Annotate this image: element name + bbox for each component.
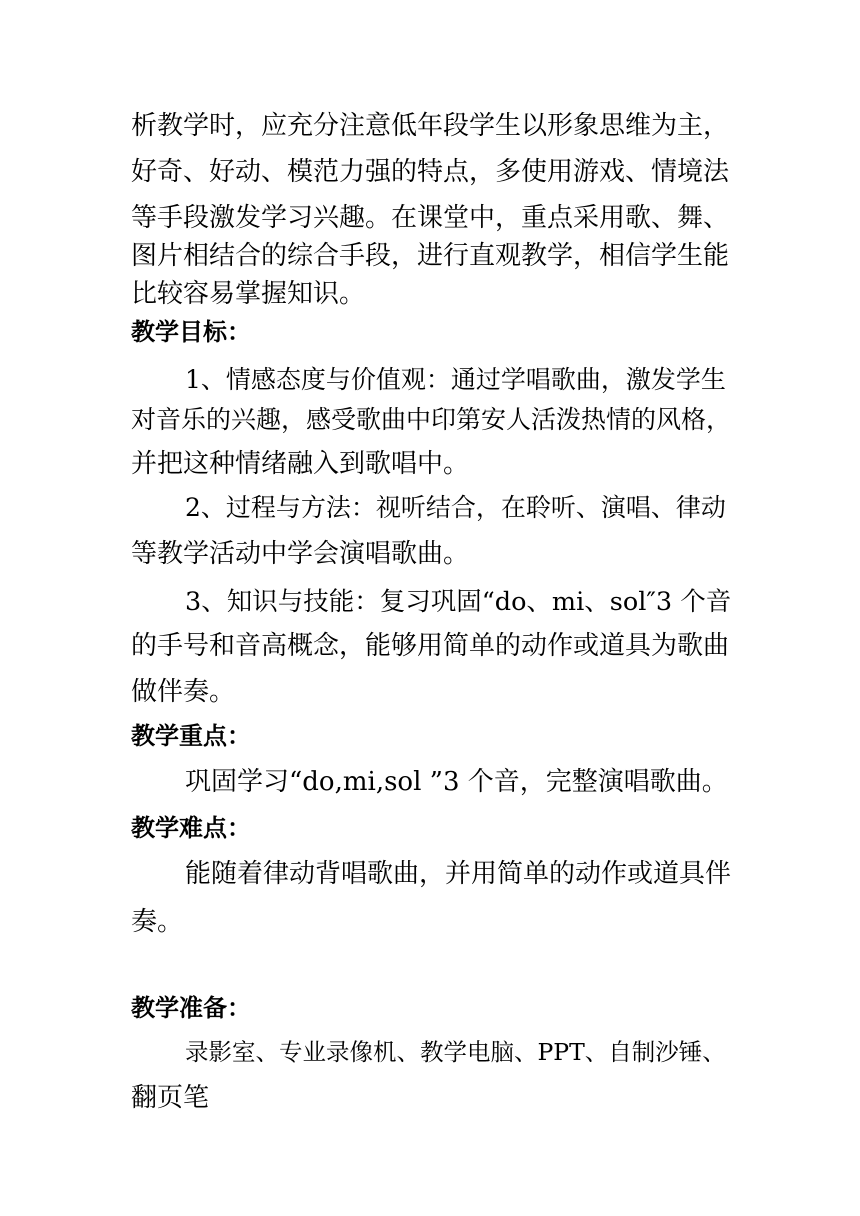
analysis-line-5: 比较容易掌握知识。: [131, 279, 366, 309]
difficulty-line-1: 能随着律动背唱歌曲，并用简单的动作或道具伴: [185, 859, 732, 889]
key-point-heading: 教学重点：: [131, 722, 251, 750]
goals-item1-line-2: 对音乐的兴趣，感受歌曲中印第安人活泼热情的风格，: [131, 405, 732, 434]
goals-item3-line-2: 的手号和音高概念，能够用简单的动作或道具为歌曲: [131, 631, 730, 661]
difficulty-heading: 教学难点：: [131, 814, 251, 842]
preparation-line-2: 翻页笔: [131, 1083, 210, 1113]
preparation-line-1: 录影室、专业录像机、教学电脑、PPT、自制沙锤、: [185, 1038, 726, 1066]
goals-item1-line-1: 1、情感态度与价值观：通过学唱歌曲，激发学生: [185, 365, 726, 394]
goals-heading: 教学目标：: [131, 318, 251, 346]
analysis-line-1: 析教学时，应充分注意低年段学生以形象思维为主，: [131, 111, 730, 141]
analysis-line-3: 等手段激发学习兴趣。在课堂中，重点采用歌、舞、: [131, 203, 730, 233]
difficulty-line-2: 奏。: [131, 907, 184, 937]
goals-item2-line-2: 等教学活动中学会演唱歌曲。: [131, 539, 470, 569]
goals-item2-line-1: 2、过程与方法：视听结合，在聆听、演唱、律动: [185, 493, 726, 522]
key-point-text: 巩固学习“do,mi,sol ”3 个音，完整演唱歌曲。: [185, 767, 728, 797]
analysis-line-4: 图片相结合的综合手段，进行直观教学，相信学生能: [131, 241, 730, 271]
goals-item1-line-3: 并把这种情绪融入到歌唱中。: [131, 449, 470, 479]
analysis-line-2: 好奇、好动、模范力强的特点，多使用游戏、情境法: [131, 157, 730, 187]
preparation-heading: 教学准备：: [131, 994, 251, 1022]
goals-item3-line-3: 做伴奏。: [131, 677, 236, 707]
goals-item3-line-1: 3、知识与技能：复习巩固“do、mi、sol″3 个音: [185, 587, 732, 617]
